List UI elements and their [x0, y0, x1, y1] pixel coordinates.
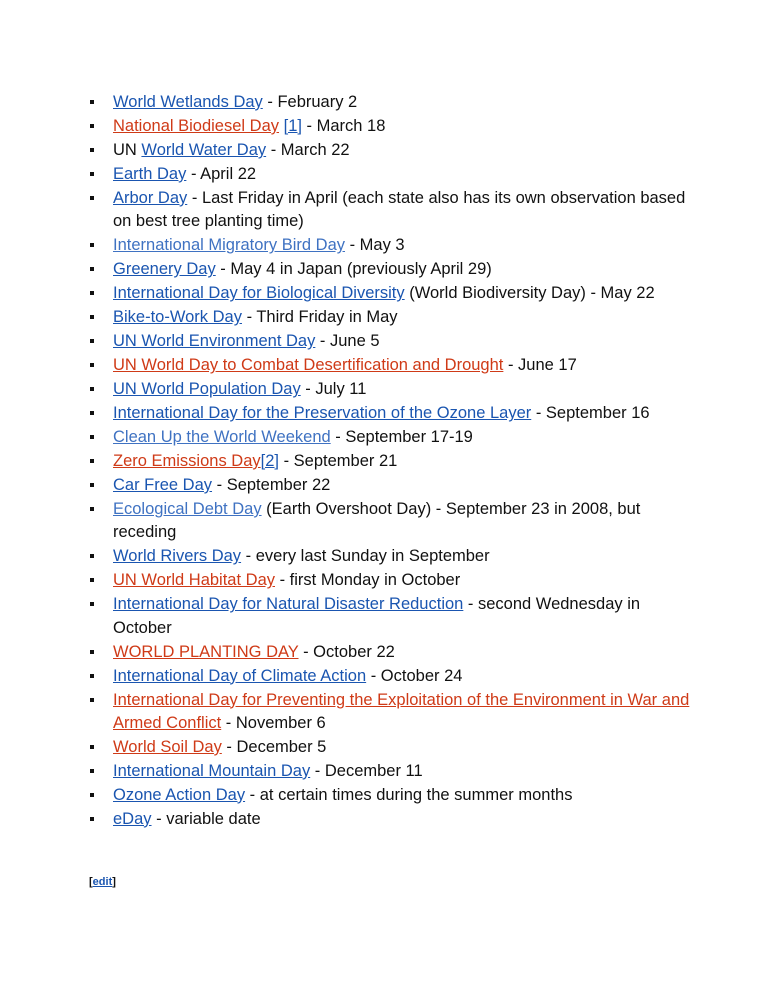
item-text: - May 4 in Japan (previously April 29): [215, 260, 492, 279]
item-text: - June 5: [315, 332, 380, 351]
link-world-rivers-day[interactable]: World Rivers Day: [113, 547, 242, 566]
link-bike-to-work-day[interactable]: Bike-to-Work Day: [113, 308, 242, 327]
list-item: [90, 306, 690, 329]
list-item: [90, 545, 690, 568]
link-world-planting-day[interactable]: WORLD PLANTING DAY: [113, 642, 299, 661]
item-text: - variable date: [151, 809, 261, 828]
list-item: [90, 282, 690, 305]
link-car-free-day[interactable]: Car Free Day: [113, 476, 213, 495]
item-text: - March 18: [301, 116, 386, 135]
list-item: [90, 330, 690, 353]
link-ozone-action-day[interactable]: Ozone Action Day: [113, 785, 246, 804]
item-text: - December 5: [221, 737, 327, 756]
item-text: - June 17: [503, 356, 577, 375]
link-world-wetlands-day[interactable]: World Wetlands Day: [113, 93, 263, 111]
reference-link-1[interactable]: [1]: [283, 116, 302, 135]
item-text: - September 22: [212, 476, 331, 495]
item-text: - second Wednesday in October: [113, 595, 641, 637]
link-ecological-debt-day[interactable]: Ecological Debt Day: [113, 500, 262, 519]
list-item: [90, 187, 690, 234]
link-ozone-layer-preservation-day[interactable]: International Day for the Preservation of the Ozone Layer: [113, 404, 532, 423]
edit-link[interactable]: edit: [92, 876, 113, 888]
list-item: [90, 665, 690, 688]
list-item: [90, 569, 690, 592]
link-world-soil-day[interactable]: World Soil Day: [113, 737, 222, 756]
item-text: - October 22: [298, 642, 395, 661]
link-arbor-day[interactable]: Arbor Day: [113, 188, 188, 207]
item-text: - March 22: [266, 140, 350, 159]
link-world-water-day[interactable]: World Water Day: [141, 140, 267, 159]
link-clean-up-the-world-weekend[interactable]: Clean Up the World Weekend: [113, 428, 331, 447]
item-text: (World Biodiversity Day) - May 22: [404, 284, 655, 303]
list-item: [90, 736, 690, 759]
link-un-world-population-day[interactable]: UN World Population Day: [113, 380, 301, 399]
link-un-world-day-to-combat-desertification[interactable]: UN World Day to Combat Desertification and Drought: [113, 356, 504, 375]
list-item: [90, 163, 690, 186]
item-text: - September 21: [278, 452, 398, 471]
link-earth-day[interactable]: Earth Day: [113, 164, 187, 183]
item-prefix: UN: [113, 140, 142, 159]
item-text: - Third Friday in May: [241, 308, 398, 327]
link-international-day-for-biological-diversity[interactable]: International Day for Biological Diversity: [113, 284, 405, 303]
observance-days-list: [90, 91, 690, 832]
item-text: - December 11: [310, 761, 423, 780]
list-item: [90, 498, 690, 545]
link-zero-emissions-day[interactable]: Zero Emissions Day: [113, 452, 261, 471]
list-item: [90, 91, 690, 114]
edit-bracket-open: [: [89, 876, 93, 888]
item-text: - at certain times during the summer months: [245, 785, 573, 804]
item-text: - September 16: [531, 404, 650, 423]
link-international-migratory-bird-day[interactable]: International Migratory Bird Day: [113, 236, 346, 255]
item-text: - September 17-19: [330, 428, 473, 447]
list-item: [90, 760, 690, 783]
list-item: [90, 474, 690, 497]
link-greenery-day[interactable]: Greenery Day: [113, 260, 216, 279]
item-text: - July 11: [300, 380, 367, 399]
edit-section-link: [89, 875, 116, 889]
item-text: - May 3: [345, 236, 405, 255]
link-national-biodiesel-day[interactable]: National Biodiesel Day: [113, 116, 280, 135]
list-item: [90, 402, 690, 425]
link-un-world-habitat-day[interactable]: UN World Habitat Day: [113, 571, 275, 590]
item-text: - first Monday in October: [275, 571, 461, 590]
link-international-day-of-climate-action[interactable]: International Day of Climate Action: [113, 666, 367, 685]
edit-bracket-close: ]: [112, 876, 116, 888]
list-item: [90, 426, 690, 449]
item-text: - February 2: [262, 93, 358, 111]
link-international-mountain-day[interactable]: International Mountain Day: [113, 761, 311, 780]
item-text: - November 6: [221, 713, 326, 732]
item-text: (Earth Overshoot Day) - September 23 in 2008, but receding: [113, 500, 641, 542]
item-text: - April 22: [186, 164, 257, 183]
list-item: [90, 593, 690, 640]
list-item: [90, 139, 690, 162]
link-natural-disaster-reduction-day[interactable]: International Day for Natural Disaster Reduction: [113, 595, 464, 614]
list-item: [90, 378, 690, 401]
link-un-world-environment-day[interactable]: UN World Environment Day: [113, 332, 316, 351]
reference-link-2[interactable]: [2]: [260, 452, 279, 471]
list-item: [90, 641, 690, 664]
item-text: - October 24: [366, 666, 463, 685]
list-item: [90, 808, 690, 831]
list-item: [90, 784, 690, 807]
link-preventing-environment-exploitation-day[interactable]: International Day for Preventing the Exploitation of the Environment in War and Armed Conflict: [113, 690, 690, 732]
list-item: [90, 450, 690, 473]
list-item: [90, 258, 690, 281]
list-item: [90, 354, 690, 377]
item-text: - every last Sunday in September: [241, 547, 490, 566]
list-item: [90, 115, 690, 138]
item-text: - Last Friday in April (each state also has its own observation based on best tree planting time): [113, 188, 686, 231]
list-item: [90, 689, 690, 736]
list-item: [90, 234, 690, 257]
link-eday[interactable]: eDay: [113, 809, 152, 828]
